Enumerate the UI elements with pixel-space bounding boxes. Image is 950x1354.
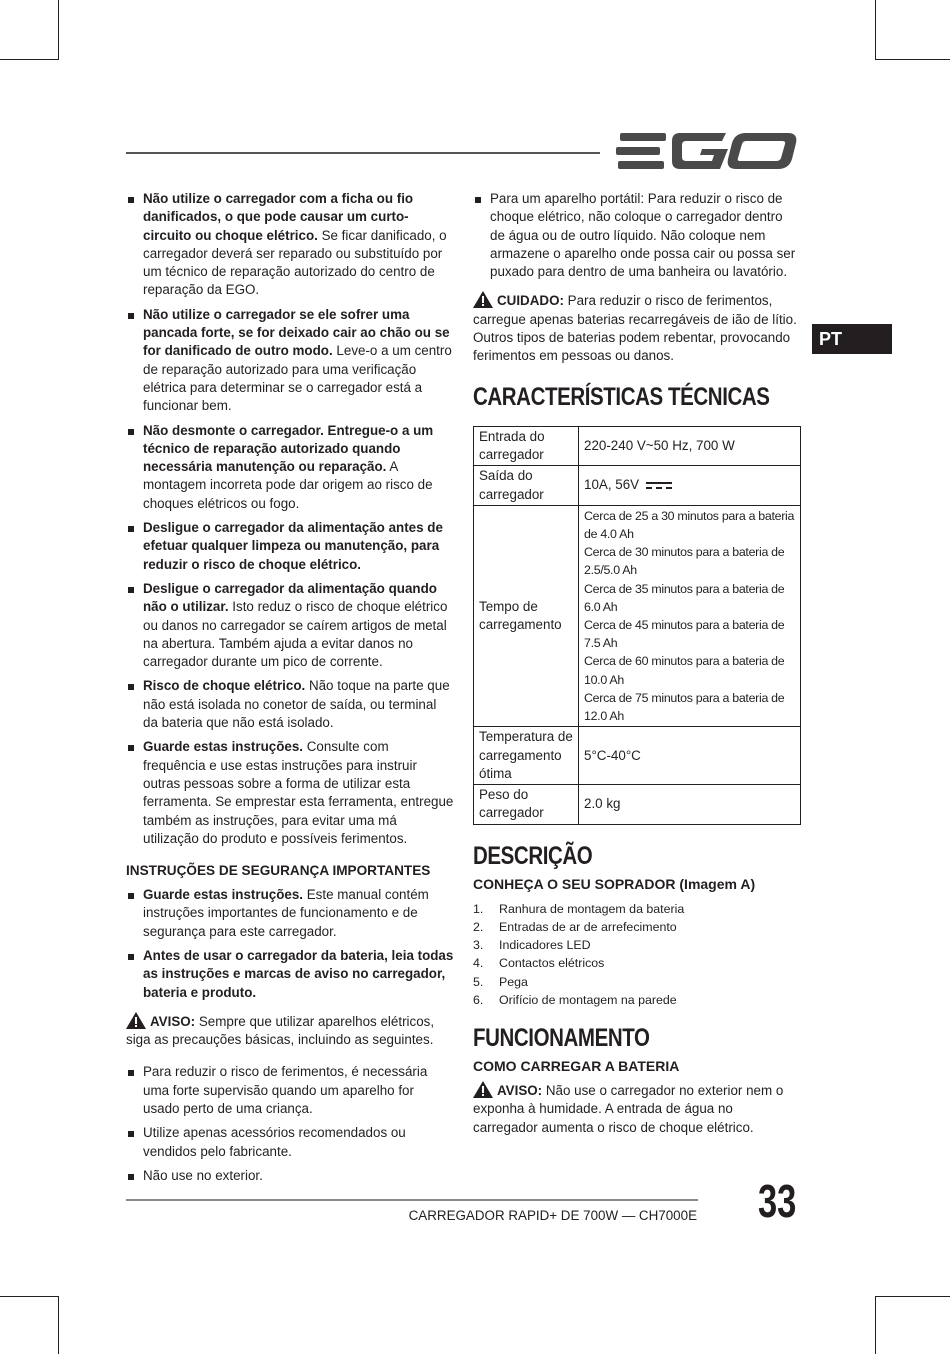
list-item: Utilize apenas acessórios recomendados ou vendidos pelo fabricante. bbox=[126, 1124, 454, 1161]
list-item bbox=[126, 519, 454, 574]
list-item bbox=[126, 422, 454, 513]
warning-label: AVISO: bbox=[150, 1013, 196, 1029]
part-number: 3. bbox=[473, 938, 484, 953]
header-rule bbox=[126, 152, 600, 154]
ego-logo bbox=[616, 131, 800, 171]
crop-mark bbox=[875, 1296, 876, 1354]
list-item bbox=[126, 886, 454, 941]
list-item bbox=[473, 900, 801, 918]
crop-mark bbox=[876, 59, 950, 60]
crop-mark bbox=[0, 59, 58, 60]
part-number: 4. bbox=[473, 956, 484, 971]
bullet-bold-text: Risco de choque elétrico. bbox=[143, 678, 306, 694]
specs-heading: CARACTERÍSTICAS TÉCNICAS bbox=[473, 382, 770, 411]
important-bullet-list bbox=[126, 886, 454, 1002]
list-item bbox=[126, 306, 454, 416]
footer-rule bbox=[126, 1199, 698, 1201]
operation-heading: FUNCIONAMENTO bbox=[473, 1024, 650, 1052]
bullet-text: Leve-o a um centro de reparação autorizado para uma verificação elétrica para determinar se o carregador está a funcionar bem. bbox=[143, 343, 452, 414]
spec-label: Saída do carregador bbox=[474, 466, 579, 506]
crop-mark bbox=[876, 1296, 950, 1297]
charge-time-values bbox=[579, 505, 801, 726]
charge-time-item: Cerca de 45 minutos para a bateria de 7.5 Ah bbox=[584, 618, 785, 651]
bullet-bold-text: Desligue o carregador da alimentação antes de efetuar qualquer limpeza ou manutenção, para reduzir o risco de choque elétrico. bbox=[143, 520, 443, 572]
bullet-bold-text: Desligue o carregador da alimentação quando não o utilizar. bbox=[143, 580, 437, 615]
table-row bbox=[474, 426, 801, 466]
caution-paragraph bbox=[473, 291, 801, 365]
list-item bbox=[126, 580, 454, 671]
list-item bbox=[473, 936, 801, 954]
spec-label: Temperatura de carregamento ótima bbox=[474, 727, 579, 785]
crop-mark bbox=[875, 0, 876, 60]
list-item bbox=[473, 954, 801, 972]
safety-bullet-list bbox=[126, 190, 454, 848]
spec-value: 2.0 kg bbox=[579, 785, 801, 825]
charge-time-item: Cerca de 60 minutos para a bateria de 10.0 Ah bbox=[584, 654, 785, 687]
bullet-text: A montagem incorreta pode dar origem ao risco de choques elétricos ou fogo. bbox=[143, 459, 433, 511]
bullet-bold-text: Guarde estas instruções. bbox=[143, 887, 304, 903]
bullet-bold-text: Não utilize o carregador se ele sofrer uma pancada forte, se for deixado cair ao chão ou se for danificado de outro modo. bbox=[143, 306, 450, 359]
caution-label: CUIDADO: bbox=[497, 293, 564, 309]
crop-mark bbox=[58, 1296, 59, 1354]
part-name: Orifício de montagem na parede bbox=[499, 992, 677, 1007]
warning-label: AVISO: bbox=[497, 1083, 543, 1098]
warning-triangle-icon bbox=[126, 1012, 146, 1029]
spec-value: 220-240 V~50 Hz, 700 W bbox=[579, 426, 801, 466]
bullet-bold-text: Não utilize o carregador com a ficha ou fio danificados, o que pode causar um curto-circuito ou choque elétrico. bbox=[143, 191, 414, 243]
charge-heading: COMO CARREGAR A BATERIA bbox=[473, 1058, 680, 1074]
spec-label: Entrada do carregador bbox=[474, 426, 579, 466]
part-number: 5. bbox=[473, 974, 484, 989]
list-item: Para um aparelho portátil: Para reduzir o risco de choque elétrico, não coloque o carregador dentro de água ou de outro líquido. Não coloque nem armazene o aparelho onde possa cair ou possa ser puxado para dentro de uma banheira ou lavatório. bbox=[473, 190, 801, 281]
specs-table bbox=[473, 426, 801, 825]
table-row bbox=[474, 505, 801, 726]
bullet-text: Se ficar danificado, o carregador deverá ser reparado ou substituído por um técnico de reparação autorizado do centro de reparação da EGO. bbox=[143, 227, 447, 298]
list-item bbox=[126, 190, 454, 300]
charge-time-item: Cerca de 75 minutos para a bateria de 12.0 Ah bbox=[584, 690, 785, 724]
warning-paragraph bbox=[473, 1081, 801, 1137]
bullet-text: Este manual contém instruções importantes de funcionamento e de segurança para este carregador. bbox=[143, 887, 429, 939]
spec-value bbox=[579, 466, 801, 506]
part-name: Contactos elétricos bbox=[499, 956, 605, 971]
charge-time-item: Cerca de 30 minutos para a bateria de 2.5/5.0 Ah bbox=[584, 545, 785, 578]
part-name: Ranhura de montagem da bateria bbox=[499, 901, 685, 916]
parts-list bbox=[473, 900, 801, 1009]
part-number: 6. bbox=[473, 992, 484, 1007]
description-heading: DESCRIÇÃO bbox=[473, 841, 593, 870]
part-name: Indicadores LED bbox=[499, 938, 591, 953]
safety-heading: INSTRUÇÕES DE SEGURANÇA IMPORTANTES bbox=[126, 863, 431, 879]
list-item: Para reduzir o risco de ferimentos, é necessária uma forte supervisão quando um aparelho for usado perto de uma criança. bbox=[126, 1063, 454, 1118]
caution-text: Para reduzir o risco de ferimentos, carregue apenas baterias recarregáveis de ião de lítio. Outros tipos de baterias podem rebentar, provocando ferimentos em pessoas ou danos. bbox=[473, 293, 797, 364]
table-row bbox=[474, 727, 801, 785]
bullet-bold-text: Antes de usar o carregador da bateria, leia todas as instruções e marcas de aviso no carregador, bateria e produto. bbox=[143, 947, 454, 1000]
general-bullet-list bbox=[126, 1063, 454, 1185]
list-item: Não use no exterior. bbox=[126, 1167, 454, 1185]
footer-title: CARREGADOR RAPID+ DE 700W — CH7000E bbox=[408, 1208, 697, 1223]
list-item bbox=[473, 991, 801, 1009]
right-column bbox=[473, 190, 801, 1137]
part-number: 1. bbox=[473, 901, 484, 916]
list-item bbox=[126, 677, 454, 732]
list-item bbox=[126, 947, 454, 1002]
warning-triangle-icon bbox=[473, 1081, 493, 1098]
table-row bbox=[474, 466, 801, 506]
spec-label: Peso do carregador bbox=[474, 785, 579, 825]
part-name: Pega bbox=[499, 974, 528, 989]
warning-text: Não use o carregador no exterior nem o exponha à humidade. A entrada de água no carregador aumenta o risco de choque elétrico. bbox=[473, 1083, 784, 1135]
output-value: 10A, 56V bbox=[584, 477, 640, 493]
part-name: Entradas de ar de arrefecimento bbox=[499, 919, 677, 934]
language-tab: PT bbox=[812, 324, 892, 354]
bullet-bold-text: Guarde estas instruções. bbox=[143, 739, 304, 755]
list-item bbox=[473, 973, 801, 991]
crop-mark bbox=[58, 0, 59, 60]
bullet-text: Consulte com frequência e use estas instruções para instruir outras pessoas sobre a forma de utilizar esta ferramenta. Se emprestar esta ferramenta, entregue também as instruções, para evitar uma má utilização do produto e possíveis ferimentos. bbox=[143, 739, 454, 846]
know-heading: CONHEÇA O SEU SOPRADOR (Imagem A) bbox=[473, 875, 756, 892]
crop-mark bbox=[0, 1296, 58, 1297]
spec-value: 5°C-40°C bbox=[579, 727, 801, 785]
dc-symbol-icon bbox=[646, 481, 672, 491]
warning-triangle-icon bbox=[473, 291, 493, 308]
left-column bbox=[126, 190, 454, 1191]
list-item bbox=[126, 738, 454, 848]
table-row bbox=[474, 785, 801, 825]
warning-text: Sempre que utilizar aparelhos elétricos, siga as precauções básicas, incluindo as seguintes. bbox=[126, 1013, 435, 1048]
bullet-text: Isto reduz o risco de choque elétrico ou danos no carregador se caírem artigos de metal na abertura. Também ajuda a evitar danos no carregador durante um pico de corrente. bbox=[143, 599, 448, 670]
bullet-bold-text: Não desmonte o carregador. Entregue-o a um técnico de reparação autorizado quando necessária manutenção ou reparação. bbox=[143, 422, 434, 475]
charge-time-item: Cerca de 25 a 30 minutos para a bateria de 4.0 Ah bbox=[584, 508, 795, 542]
charge-time-item: Cerca de 35 minutos para a bateria de 6.0 Ah bbox=[584, 581, 785, 614]
spec-label: Tempo de carregamento bbox=[474, 505, 579, 726]
bullet-text: Não toque na parte que não está isolada no conetor de saída, ou terminal da bateria que não está isolado. bbox=[143, 678, 450, 731]
warning-paragraph bbox=[126, 1012, 454, 1050]
part-number: 2. bbox=[473, 919, 484, 934]
page-number: 33 bbox=[758, 1175, 797, 1227]
list-item bbox=[473, 918, 801, 936]
portable-bullet-list bbox=[473, 190, 801, 281]
